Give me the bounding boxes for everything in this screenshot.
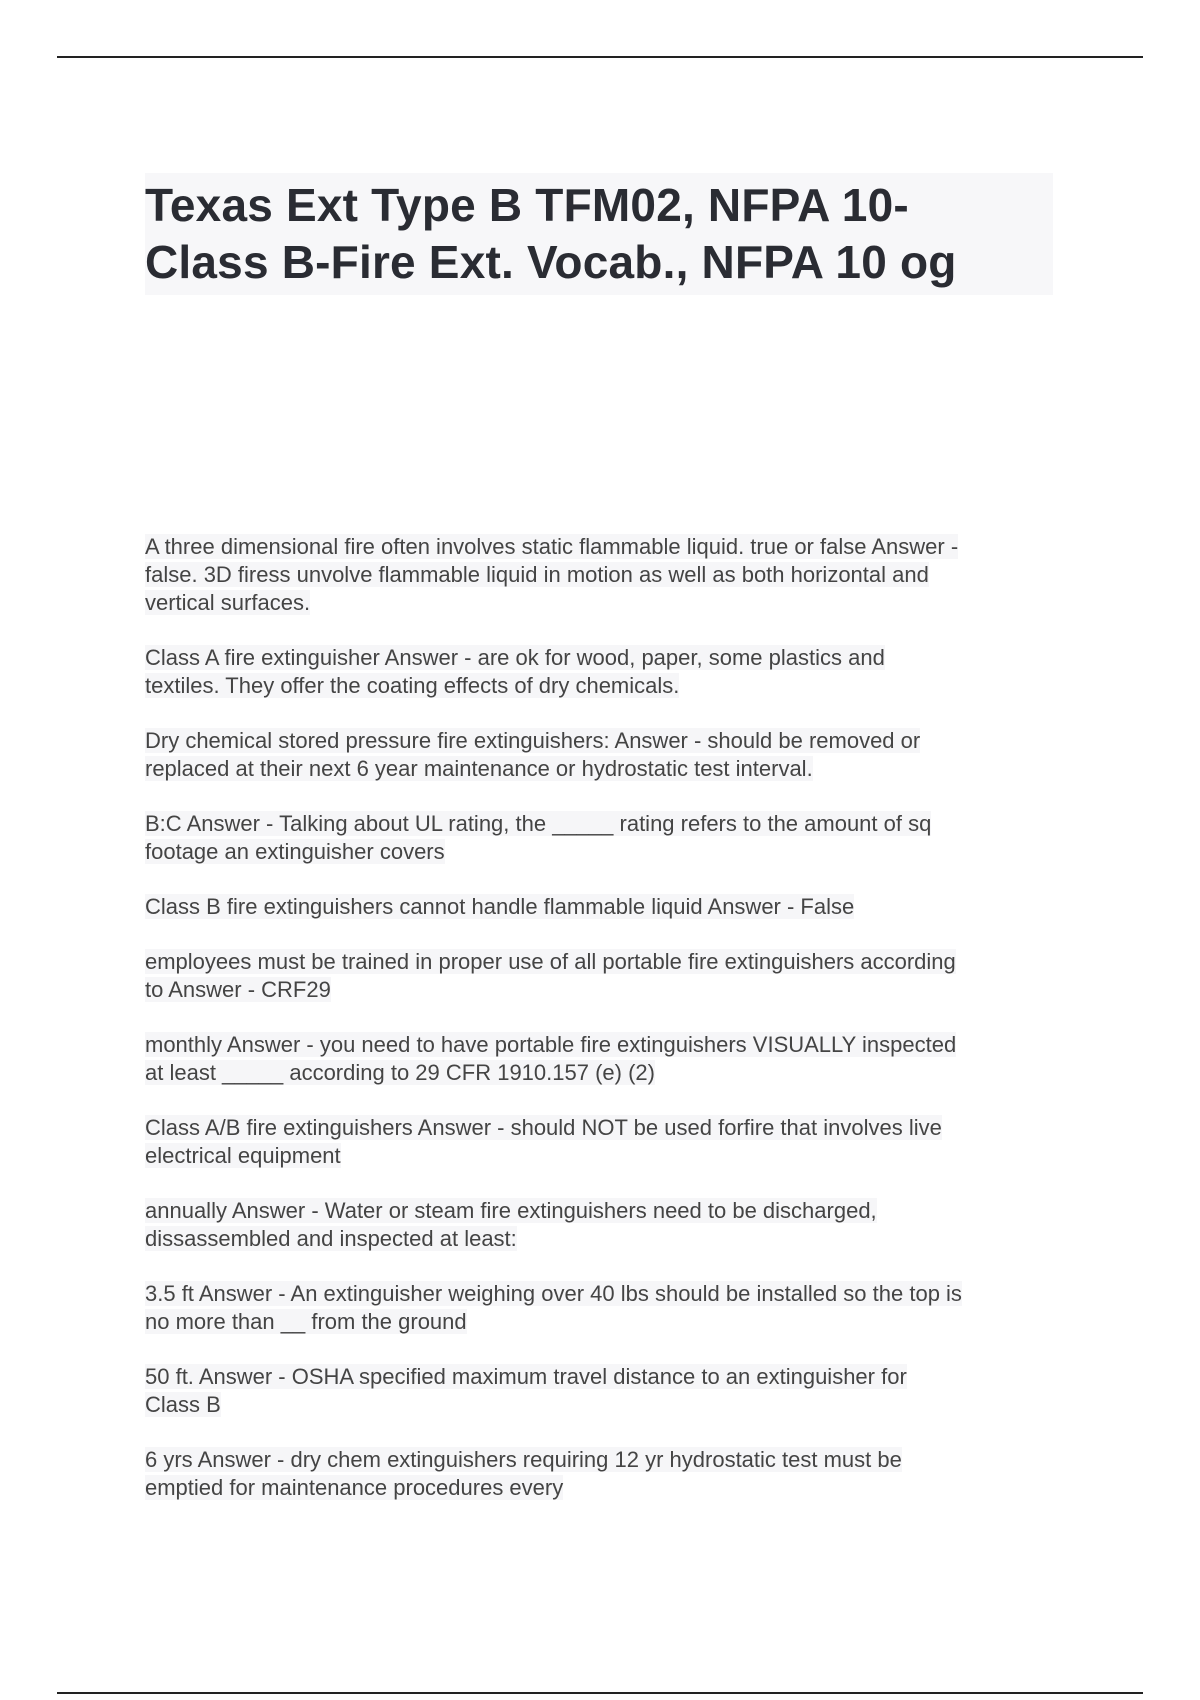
qa-text-line: electrical equipment [145, 1143, 341, 1168]
qa-text-line: 50 ft. Answer - OSHA specified maximum travel distance to an extinguisher for [145, 1364, 907, 1389]
qa-item [145, 1363, 1070, 1419]
qa-item [145, 644, 1070, 700]
qa-text-line: Class A/B fire extinguishers Answer - should NOT be used forfire that involves live [145, 1115, 942, 1140]
qa-text-line: at least _____ according to 29 CFR 1910.157 (e) (2) [145, 1060, 655, 1085]
qa-text-line: replaced at their next 6 year maintenance or hydrostatic test interval. [145, 756, 813, 781]
qa-item [145, 727, 1070, 783]
qa-item [145, 1031, 1070, 1087]
title-line: Texas Ext Type B TFM02, NFPA 10- [145, 179, 909, 231]
qa-item [145, 1114, 1070, 1170]
qa-list [145, 533, 1070, 1529]
title-line: Class B-Fire Ext. Vocab., NFPA 10 og [145, 236, 957, 288]
qa-text-line: annually Answer - Water or steam fire extinguishers need to be discharged, [145, 1198, 877, 1223]
qa-item [145, 810, 1070, 866]
qa-text-line: textiles. They offer the coating effects of dry chemicals. [145, 673, 680, 698]
qa-text-line: B:C Answer - Talking about UL rating, the _____ rating refers to the amount of sq [145, 811, 932, 836]
qa-item [145, 1280, 1070, 1336]
qa-text-line: Class B [145, 1392, 221, 1417]
qa-text-line: footage an extinguisher covers [145, 839, 445, 864]
qa-text-line: Class A fire extinguisher Answer - are ok for wood, paper, some plastics and [145, 645, 885, 670]
document-title [145, 173, 1053, 295]
top-divider [57, 56, 1143, 58]
qa-text-line: employees must be trained in proper use of all portable fire extinguishers according [145, 949, 956, 974]
qa-text-line: 6 yrs Answer - dry chem extinguishers requiring 12 yr hydrostatic test must be [145, 1447, 902, 1472]
qa-text-line: false. 3D firess unvolve flammable liquid in motion as well as both horizontal and [145, 562, 929, 587]
qa-text-line: Class B fire extinguishers cannot handle flammable liquid Answer - False [145, 894, 855, 919]
qa-item [145, 948, 1070, 1004]
qa-text-line: 3.5 ft Answer - An extinguisher weighing over 40 lbs should be installed so the top is [145, 1281, 962, 1306]
qa-text-line: dissassembled and inspected at least: [145, 1226, 517, 1251]
qa-text-line: Dry chemical stored pressure fire extinguishers: Answer - should be removed or [145, 728, 921, 753]
qa-item [145, 1197, 1070, 1253]
qa-text-line: monthly Answer - you need to have portable fire extinguishers VISUALLY inspected [145, 1032, 957, 1057]
qa-text-line: emptied for maintenance procedures every [145, 1475, 564, 1500]
qa-item [145, 533, 1070, 617]
qa-item [145, 893, 1070, 921]
bottom-divider [57, 1692, 1143, 1694]
qa-text-line: A three dimensional fire often involves static flammable liquid. true or false Answer - [145, 534, 959, 559]
qa-text-line: to Answer - CRF29 [145, 977, 331, 1002]
qa-text-line: no more than __ from the ground [145, 1309, 467, 1334]
qa-item [145, 1446, 1070, 1502]
qa-text-line: vertical surfaces. [145, 590, 311, 615]
